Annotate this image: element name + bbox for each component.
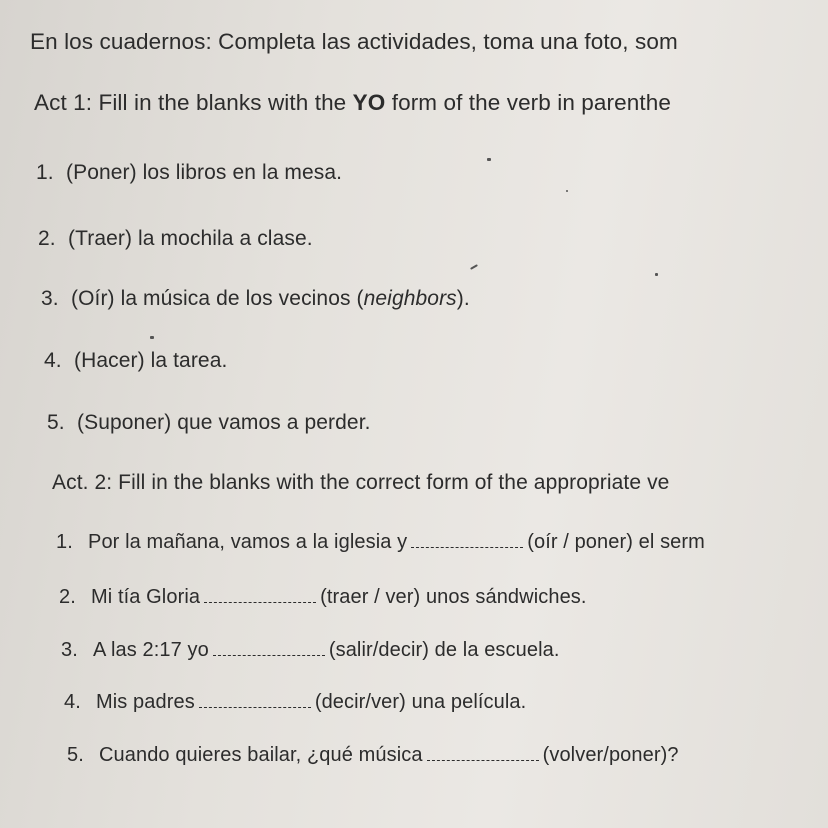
act1-item: 1. (Poner) los libros en la mesa. [36, 161, 343, 184]
act2-item: 2. Mi tía Gloria (traer / ver) unos sándwiches. [59, 586, 587, 608]
answer-blank[interactable] [204, 584, 316, 603]
paper-speck [655, 273, 658, 276]
act2-item: 3. A las 2:17 yo (salir/decir) de la escuela. [61, 639, 560, 661]
paper-speck [487, 158, 491, 161]
paper-speck [566, 190, 568, 192]
act2-item: 1. Por la mañana, vamos a la iglesia y (oír / poner) el serm [56, 531, 705, 553]
act1-item: 2. (Traer) la mochila a clase. [38, 227, 313, 250]
paper-speck [470, 264, 478, 270]
answer-blank[interactable] [213, 637, 325, 656]
paper-speck [150, 336, 154, 339]
answer-blank[interactable] [427, 742, 539, 761]
answer-blank[interactable] [411, 529, 523, 548]
act2-item: 4. Mis padres (decir/ver) una película. [64, 691, 527, 713]
act1-item: 4. (Hacer) la tarea. [44, 349, 228, 372]
act2-title: Act. 2: Fill in the blanks with the correct form of the appropriate ve [52, 471, 670, 494]
answer-blank[interactable] [199, 689, 311, 708]
act1-item: 3. (Oír) la música de los vecinos (neighbors). [41, 287, 470, 310]
notebook-instruction: En los cuadernos: Completa las actividades, toma una foto, som [30, 29, 678, 54]
act1-title: Act 1: Fill in the blanks with the YO form of the verb in parenthe [34, 90, 671, 115]
act1-item: 5. (Suponer) que vamos a perder. [47, 411, 371, 434]
act2-item: 5. Cuando quieres bailar, ¿qué música (volver/poner)? [67, 744, 679, 766]
